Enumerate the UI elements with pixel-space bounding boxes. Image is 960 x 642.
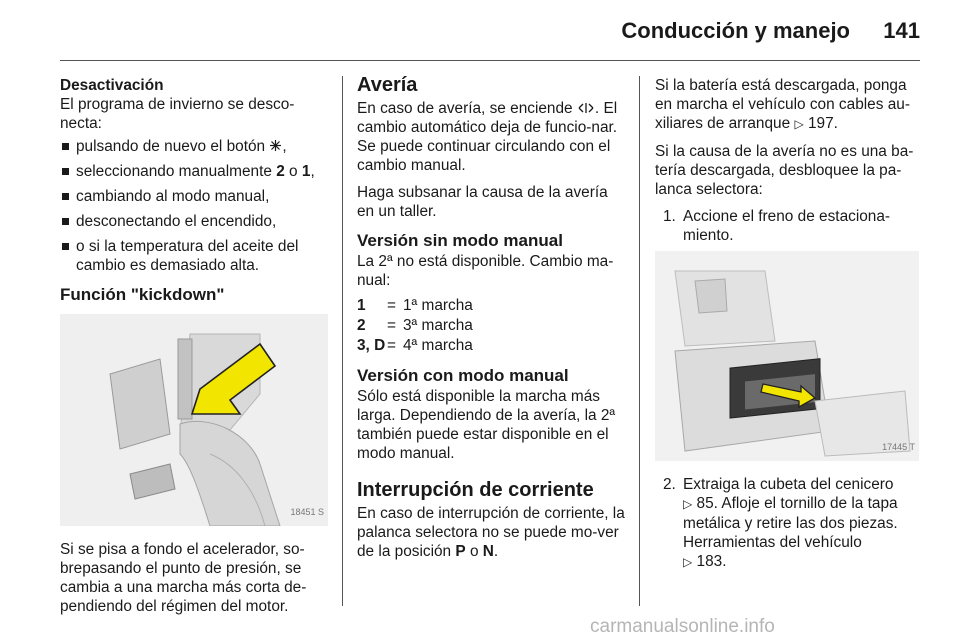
page-reference-triangle-icon: ▷ [794, 117, 804, 131]
column-middle [357, 76, 625, 569]
page-reference-triangle-icon: ▷ [683, 497, 693, 511]
watermark: carmanualsonline.info [590, 616, 775, 637]
list-item: desconectando el encendido, [60, 212, 328, 231]
bullet-square-icon [62, 193, 69, 200]
page-title: Conducción y manejo [621, 18, 850, 43]
fault-paragraph-2: Haga subsanar la causa de la avería en un taller. [357, 184, 608, 220]
transmission-fault-icon [577, 102, 595, 114]
no-manual-heading: Versión sin modo manual [357, 231, 563, 250]
unlock-paragraph: Si la causa de la avería no es una ba-tería descargada, desbloquee la pa-lanca selectora: [655, 143, 914, 198]
page-number: 141 [883, 18, 920, 43]
snowflake-icon [269, 139, 282, 152]
bullet-square-icon [62, 168, 69, 175]
pedal-illustration [60, 314, 328, 526]
fault-paragraph: En caso de avería, se enciende . El cambio automático deja de funcio-nar. Se puede continuar circulando con el cambio manual. [357, 100, 618, 174]
manual-heading: Versión con modo manual [357, 366, 569, 385]
bullet-square-icon [62, 218, 69, 225]
list-item: 1. Accione el freno de estaciona-miento. [663, 208, 891, 244]
gear-table [357, 296, 473, 356]
list-item: 2. Extraiga la cubeta del cenicero ▷ 85. Afloje el tornillo de la tapa metálica y retire las dos piezas. Herramientas del vehículo ▷ 183. [663, 476, 898, 570]
deactivation-list [60, 137, 328, 275]
table-row: 1 = 1ª marcha [357, 297, 473, 314]
list-item: seleccionando manualmente 2 o 1, [60, 162, 328, 181]
bullet-square-icon [62, 243, 69, 250]
battery-paragraph: Si la batería está descargada, ponga en marcha el vehículo con cables au-xiliares de arranque ▷ 197. [655, 77, 910, 132]
list-item: pulsando de nuevo el botón , [60, 137, 328, 156]
deactivation-intro: El programa de invierno se desco-necta: [60, 96, 295, 132]
power-heading: Interrupción de corriente [357, 479, 594, 501]
list-item: o si la temperatura del aceite del cambio es demasiado alta. [60, 237, 328, 275]
bullet-square-icon [62, 143, 69, 150]
table-row: 2 = 3ª marcha [357, 317, 473, 334]
figure-number: 18451 S [290, 507, 324, 517]
column-divider [342, 76, 343, 606]
ashtray-illustration [655, 251, 919, 461]
kickdown-text: Si se pisa a fondo el acelerador, so-brepasando el punto de presión, se cambia a una marcha más corta de-pendiendo del régimen del motor. [60, 541, 307, 615]
column-right [655, 76, 923, 578]
column-divider [639, 76, 640, 606]
steps-list [655, 207, 923, 245]
page-reference-triangle-icon: ▷ [683, 555, 693, 569]
page-header [60, 14, 920, 61]
steps-list-2 [655, 475, 923, 572]
figure-number: 17445 T [882, 442, 915, 452]
manual-text: Sólo está disponible la marcha más larga. Dependiendo de la avería, la 2ª también puede estar disponible en el modo manual. [357, 388, 616, 462]
no-manual-text: La 2ª no está disponible. Cambio ma-nual: [357, 253, 614, 289]
kickdown-illustration [60, 314, 328, 526]
kickdown-heading: Función "kickdown" [60, 285, 225, 304]
console-illustration [655, 251, 919, 461]
list-item: cambiando al modo manual, [60, 187, 328, 206]
column-left [60, 76, 328, 624]
table-row: 3, D = 4ª marcha [357, 337, 473, 354]
power-text: En caso de interrupción de corriente, la palanca selectora no se puede mo-ver de la posición P o N. [357, 505, 625, 560]
deactivation-heading: Desactivación [60, 77, 164, 94]
fault-heading: Avería [357, 74, 418, 96]
